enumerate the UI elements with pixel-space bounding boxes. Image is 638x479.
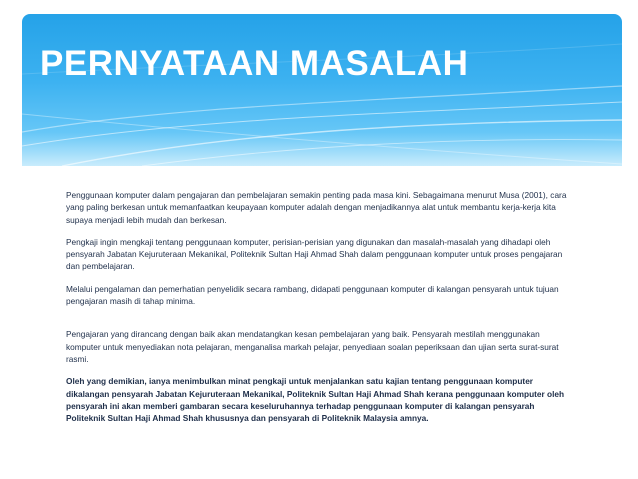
paragraph-5-bold: Oleh yang demikian, ianya menimbulkan minat pengkaji untuk menjalankan satu kajian tentang penggunaan komputer dikalangan pensyarah Jabatan Kejuruteraan Mekanikal, Politeknik Sultan Haji Ahmad Shah kerana penggunaan komputer oleh pensyarah ini akan memberi gambaran secara keseluruhannya terhadap penggunaan komputer di kalangan pensyarah Politeknik Sultan Haji Ahmad Shah khususnya dan pensyarah di Politeknik Malaysia amnya. xyxy=(66,376,565,424)
paragraph-1: Penggunaan komputer dalam pengajaran dan pembelajaran semakin penting pada masa kini. Sebagaimana menurut Musa (2001), cara yang paling berkesan untuk memanfaatkan keupayaan komputer adalah dengan menjadikannya alat untuk membantu kerja-kerja kita supaya menjadi lebih mudah dan berkesan. xyxy=(66,190,567,225)
slide-body xyxy=(66,189,572,424)
paragraph-3: Melalui pengalaman dan pemerhatian penyelidik secara rambang, didapati penggunaan komputer di kalangan pensyarah untuk tujuan pengajaran masih di tahap minima. xyxy=(66,283,559,307)
banner-wave-decoration xyxy=(22,14,622,166)
paragraph-4: Pengajaran yang dirancang dengan baik akan mendatangkan kesan pembelajaran yang baik. Pensyarah mestilah menggunakan komputer untuk menyediakan nota pelajaran, menganalisa markah pelajar, penyediaan soalan peperiksaan dan ujian serta surat-surat rasmi. xyxy=(66,329,559,364)
slide-title: PERNYATAAN MASALAH xyxy=(40,44,469,83)
title-banner xyxy=(22,14,622,166)
paragraph-2: Pengkaji ingin mengkaji tentang penggunaan komputer, perisian-perisian yang digunakan dan masalah-masalah yang dihadapi oleh pensyarah Jabatan Kejuruteraan Mekanikal, Politeknik Sultan Haji Ahmad Shah dalam penggunaan komputer untuk proses pengajaran dan pembelajaran. xyxy=(66,236,563,272)
